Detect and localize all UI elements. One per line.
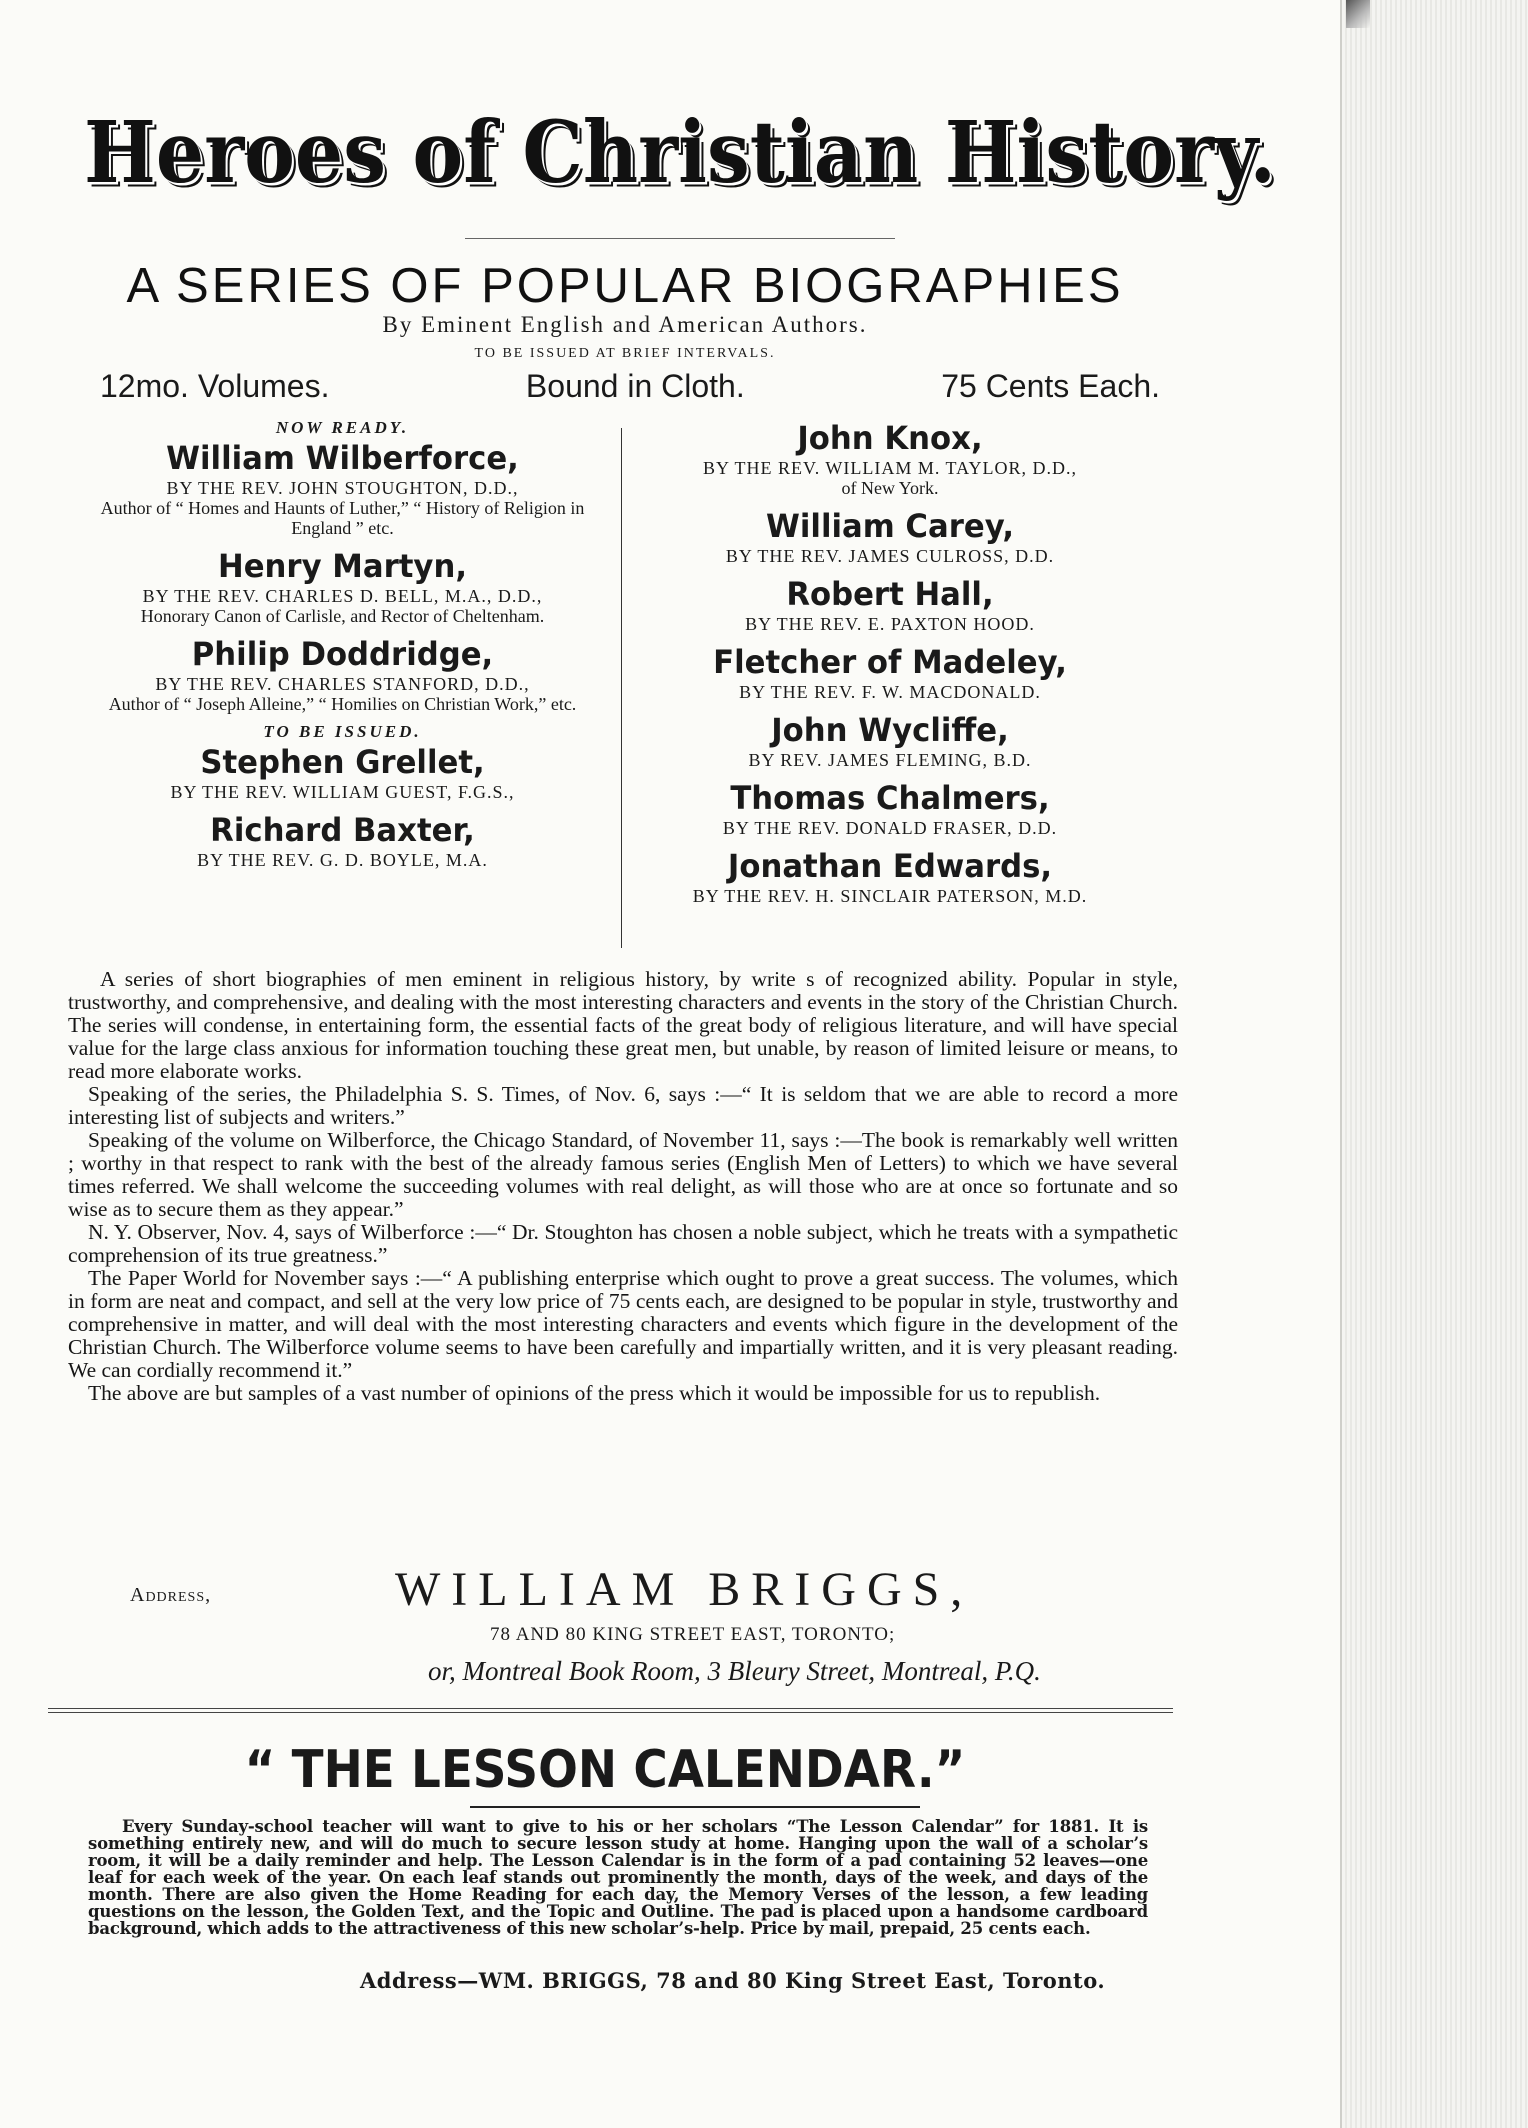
- body-paragraph: N. Y. Observer, Nov. 4, says of Wilberforce :—“ Dr. Stoughton has chosen a noble subject, which he treats with a sympathetic comprehension of its true greatness.”: [68, 1220, 1178, 1267]
- book-author: BY THE REV. JOHN STOUGHTON, D.D.,: [166, 478, 519, 498]
- issue-note: TO BE ISSUED AT BRIEF INTERVALS.: [474, 346, 776, 361]
- book-name: Fletcher of Madeley,: [713, 643, 1067, 681]
- book-name: Philip Doddridge,: [191, 635, 494, 673]
- now-ready-heading: NOW READY.: [275, 418, 410, 437]
- right-book-column: [625, 418, 1155, 914]
- book-author: BY THE REV. G. D. BOYLE, M.A.: [197, 850, 488, 870]
- book-entry: [625, 574, 1155, 634]
- publisher-street: 78 AND 80 KING STREET EAST, TORONTO;: [490, 1624, 896, 1645]
- lesson-calendar-text: [88, 1818, 1148, 1937]
- book-entry: [625, 846, 1155, 906]
- book-author: BY REV. JAMES FLEMING, B.D.: [748, 750, 1032, 770]
- book-author-note: Author of “ Homes and Haunts of Luther,” “ History of Religion in England ” etc.: [100, 498, 585, 538]
- book-author: BY THE REV. CHARLES STANFORD, D.D.,: [155, 674, 530, 694]
- book-entry: [625, 642, 1155, 702]
- book-entry: [70, 438, 615, 538]
- book-author: BY THE REV. F. W. MACDONALD.: [739, 682, 1041, 702]
- book-name: Stephen Grellet,: [200, 743, 485, 781]
- book-author: BY THE REV. DONALD FRASER, D.D.: [722, 818, 1058, 838]
- body-paragraph: Speaking of the series, the Philadelphia S. S. Times, of Nov. 6, says :—“ It is seldom that we are able to record a more interesting list of subjects and writers.”: [68, 1082, 1178, 1129]
- book-author-note: of New York.: [841, 478, 939, 498]
- book-entry: [70, 634, 615, 714]
- left-book-column: [70, 418, 615, 878]
- book-name: William Carey,: [765, 507, 1015, 545]
- format-text: 12mo. Volumes.: [100, 368, 330, 404]
- to-be-issued-heading: TO BE ISSUED.: [263, 722, 422, 741]
- title-underline: [470, 1806, 920, 1808]
- page-title: Heroes of Christian History.: [84, 102, 1276, 203]
- book-entry: [70, 810, 615, 870]
- page-corner-mark: [1346, 0, 1370, 28]
- book-name: Jonathan Edwards,: [727, 847, 1053, 885]
- book-entry: [625, 778, 1155, 838]
- book-name: Richard Baxter,: [210, 811, 475, 849]
- book-author: BY THE REV. JAMES CULROSS, D.D.: [725, 546, 1055, 566]
- column-divider: [621, 428, 622, 948]
- book-entry: [625, 418, 1155, 498]
- address-label: Address,: [130, 1584, 212, 1606]
- body-paragraph: A series of short biographies of men eminent in religious history, by write s of recognized ability. Popular in style, trustworthy, and comprehensive, and dealing with the most interesting characters and events in the story of the Christian Church. The series will condense, in entertaining form, the essential facts of the great body of religious literature, and will have special value for the large class anxious for information touching these great men, but unable, by reason of limited leisure or means, to read more elaborate works.: [68, 967, 1178, 1083]
- book-name: William Wilberforce,: [166, 439, 519, 477]
- volume-info: [100, 368, 1160, 405]
- book-name: John Wycliffe,: [771, 711, 1009, 749]
- book-author-note: Author of “ Joseph Alleine,” “ Homilies on Christian Work,” etc.: [108, 694, 577, 714]
- book-author: BY THE REV. CHARLES D. BELL, M.A., D.D.,: [142, 586, 543, 606]
- publisher-name: WILLIAM BRIGGS,: [395, 1563, 974, 1616]
- section-divider: [48, 1708, 1173, 1713]
- book-entry: [70, 742, 615, 802]
- body-paragraph: The Paper World for November says :—“ A publishing enterprise which ought to prove a great success. The volumes, which in form are neat and compact, and sell at the very low price of 75 cents each, are designed to be popular in style, trustworthy and comprehensive in matter, and will deal with the most interesting characters and events which figure in the development of the Christian Church. The Wilberforce volume seems to have been carefully and impartially written, and it is very pleasant reading. We can cordially recommend it.”: [68, 1266, 1178, 1382]
- book-name: Henry Martyn,: [217, 547, 467, 585]
- page-stack-edge: [1340, 0, 1528, 2128]
- series-description: [68, 968, 1178, 1405]
- book-entry: [625, 710, 1155, 770]
- series-heading: A SERIES OF POPULAR BIOGRAPHIES: [126, 259, 1124, 313]
- binding-text: Bound in Cloth.: [525, 368, 745, 404]
- book-author: BY THE REV. H. SINCLAIR PATERSON, M.D.: [692, 886, 1088, 906]
- body-paragraph: Speaking of the volume on Wilberforce, the Chicago Standard, of November 11, says :—The book is remarkably well written ; worthy in that respect to rank with the best of the already famous series (English Men of Letters) to which we have several times referred. We shall welcome the succeeding volumes with real delight, as will those who are at once so fortunate and so wise as to secure them as they appear.”: [68, 1128, 1178, 1221]
- lesson-calendar-title: “ THE LESSON CALENDAR.”: [244, 1740, 966, 1800]
- book-entry: [625, 506, 1155, 566]
- title-divider: [465, 238, 895, 239]
- book-name: John Knox,: [797, 419, 983, 457]
- lesson-paragraph: Every Sunday-school teacher will want to give to his or her scholars “The Lesson Calendar” for 1881. It is something entirely new, and will do much to secure lesson study at home. Hanging upon the wall of a scholar’s room, it will be a daily reminder and help. The Lesson Calendar is in the form of a pad containing 52 leaves—one leaf for each week of the year. On each leaf stands out prominently the month, days of the week, and days of the month. There are also given the Home Reading for each day, the Memory Verses of the lesson, a few leading questions on the lesson, the Golden Text, and the Topic and Outline. The pad is placed upon a handsome cardboard background, which adds to the attractiveness of this new scholar’s-help. Price by mail, prepaid, 25 cents each.: [88, 1817, 1148, 1938]
- lesson-calendar-address: Address—WM. BRIGGS, 78 and 80 King Street East, Toronto.: [360, 1968, 1106, 1993]
- authors-byline: By Eminent English and American Authors.: [382, 312, 868, 337]
- book-author: BY THE REV. WILLIAM M. TAYLOR, D.D.,: [703, 458, 1077, 478]
- body-paragraph: The above are but samples of a vast number of opinions of the press which it would be impossible for us to republish.: [88, 1381, 1101, 1405]
- book-entry: [70, 546, 615, 626]
- book-name: Robert Hall,: [786, 575, 994, 613]
- publisher-alt-address: or, Montreal Book Room, 3 Bleury Street, Montreal, P.Q.: [428, 1656, 1041, 1686]
- book-author-note: Honorary Canon of Carlisle, and Rector of Cheltenham.: [140, 606, 545, 626]
- book-author: BY THE REV. WILLIAM GUEST, F.G.S.,: [170, 782, 515, 802]
- book-name: Thomas Chalmers,: [730, 779, 1050, 817]
- book-author: BY THE REV. E. PAXTON HOOD.: [745, 614, 1035, 634]
- price-text: 75 Cents Each.: [941, 368, 1160, 404]
